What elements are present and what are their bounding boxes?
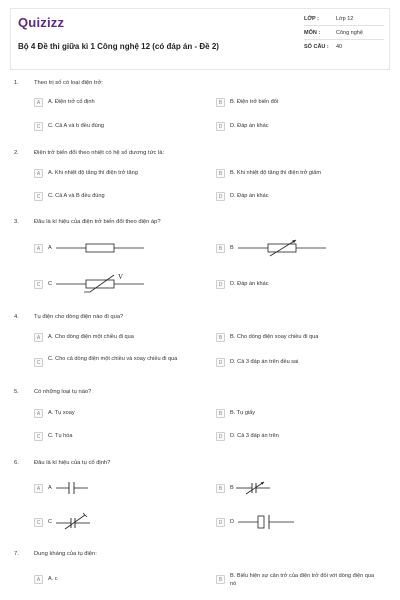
option-letter: C <box>34 432 43 441</box>
option-letter: B <box>216 98 225 107</box>
option-letter: D <box>216 280 225 289</box>
question-2: 2. Điện trở biến đổi theo nhiệt có hệ số dương tức là: <box>14 150 165 156</box>
option-letter: D <box>216 432 225 441</box>
meta-subject: MÔN : Công nghệ <box>304 30 363 36</box>
option-letter: A <box>34 333 43 342</box>
option-letter: D <box>216 358 225 367</box>
variable-capacitor-symbol-icon <box>236 480 280 496</box>
option-letter: B <box>216 169 225 178</box>
question-6: 6. Đâu là kí hiệu của tụ cố định? <box>14 460 111 466</box>
option-letter: C <box>34 358 43 367</box>
option-letter: B <box>216 484 225 493</box>
option-letter: A <box>34 409 43 418</box>
fixed-capacitor-symbol-icon <box>56 480 96 496</box>
option-letter: A <box>34 575 43 584</box>
option-letter: A <box>34 98 43 107</box>
question-3: 3. Đâu là kí hiệu của điện trở biến đổi theo điện áp? <box>14 219 161 225</box>
option-letter: A <box>34 244 43 253</box>
option-letter: B <box>216 333 225 342</box>
option-letter: C <box>34 122 43 131</box>
question-1: 1. Theo trị số có loại điện trở: <box>14 80 103 86</box>
option-letter: B <box>216 244 225 253</box>
electrolytic-capacitor-symbol-icon <box>238 513 302 531</box>
meta-class: LỚP : Lớp 12 <box>304 16 354 22</box>
option-letter: A <box>34 169 43 178</box>
meta-divider <box>304 39 384 40</box>
option-letter: C <box>34 192 43 201</box>
trimmer-capacitor-symbol-icon <box>56 512 100 530</box>
question-7: 7. Dung kháng của tụ điện: <box>14 551 97 557</box>
meta-divider <box>304 25 384 26</box>
varistor-symbol-icon <box>56 272 156 294</box>
document-title: Bộ 4 Đề thi giữa kì 1 Công nghệ 12 (có đáp án - Đề 2) <box>18 42 219 51</box>
quizizz-logo: Quizizz <box>18 15 65 30</box>
option-letter: C <box>34 280 43 289</box>
option-letter: D <box>216 122 225 131</box>
varistor-v-label: V <box>118 273 124 281</box>
option-letter: C <box>34 518 43 527</box>
meta-count: SỐ CÂU : 40 <box>304 44 343 50</box>
fixed-resistor-symbol-icon <box>56 240 146 256</box>
option-letter: A <box>34 484 43 493</box>
option-letter: D <box>216 518 225 527</box>
option-letter: D <box>216 192 225 201</box>
variable-resistor-symbol-icon <box>238 238 328 258</box>
option-letter: B <box>216 575 225 584</box>
option-letter: B <box>216 409 225 418</box>
question-4: 4. Tụ điện cho dòng điện nào đi qua? <box>14 314 124 320</box>
question-5: 5. Có những loại tụ nào? <box>14 389 92 395</box>
